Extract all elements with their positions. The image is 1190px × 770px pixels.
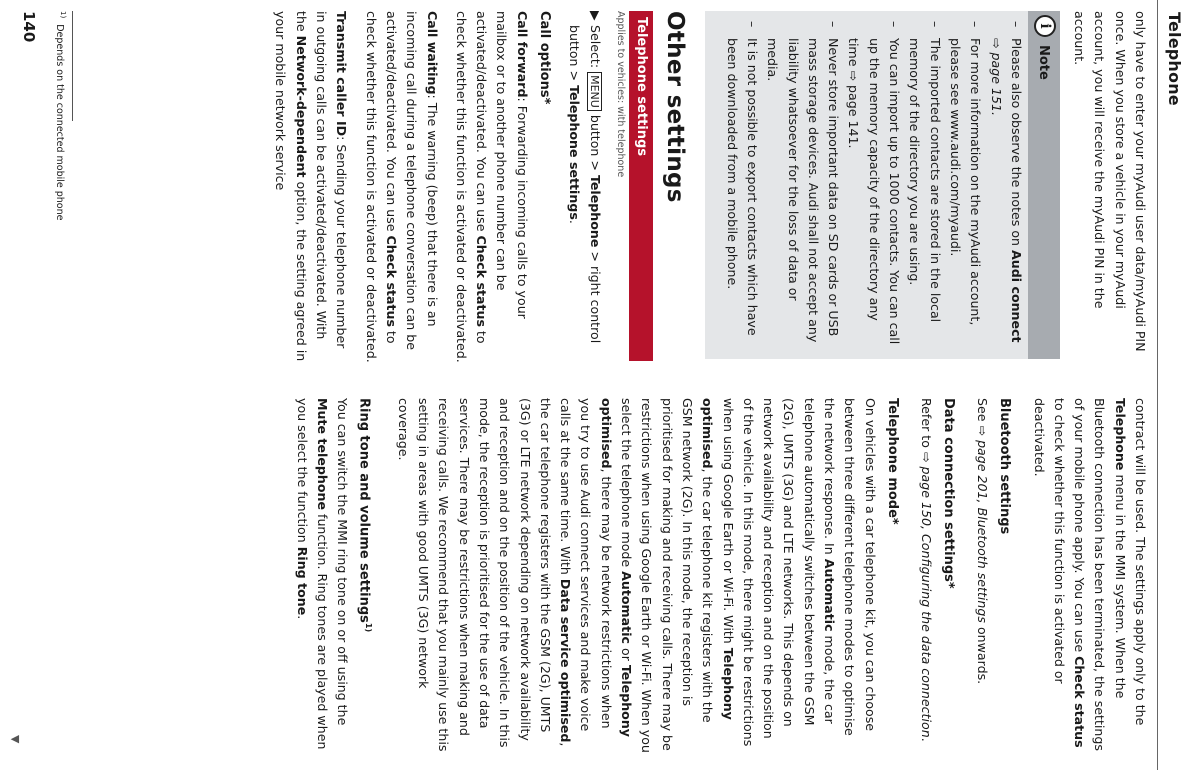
- footnote-mark: 1): [59, 11, 67, 19]
- text: You can switch the MMI ring tone on or off using the: [335, 398, 351, 726]
- menu-path-telephone: Telephone: [588, 174, 604, 248]
- text: to check whether this function is activated or deactivated.: [363, 11, 399, 363]
- ringtone-paragraph: [291, 398, 352, 754]
- step-marker-icon: ▶: [588, 11, 604, 21]
- note-list: [705, 11, 1027, 359]
- text: : The warning (beep) that there is an incoming call during a telephone conversation can be activated/deactivated. You can use: [383, 11, 440, 350]
- text: : Sending your telephone number in outgoing calls can be activated/deactivated. With the: [293, 11, 350, 349]
- footnote: [52, 11, 70, 221]
- header-rule: [1157, 0, 1158, 770]
- footnote-ref: 1): [364, 622, 374, 633]
- call-waiting-paragraph: [360, 11, 441, 363]
- inline-heading: Transmit caller ID: [334, 11, 350, 137]
- text: > right control button >: [567, 25, 604, 344]
- note-item: – For more information on the myAudi account, please see www.audi.com/myaudi.: [945, 21, 986, 347]
- chapter-title: Telephone: [1165, 12, 1184, 106]
- inline-heading: Call waiting: [424, 11, 440, 95]
- data-connection-heading: Data connection settings*: [940, 398, 956, 589]
- telephone-mode-heading: Telephone mode*: [884, 398, 900, 525]
- data-connection-paragraph: [916, 398, 936, 754]
- text: Refer to ⇨: [918, 398, 934, 467]
- inline-bold: Check status: [383, 235, 399, 327]
- text: menu in the MMI system. When the Bluetooth connection has been terminated, the settings of your mobile phone apply. You can use: [1072, 398, 1128, 751]
- text: See ⇨: [975, 398, 991, 441]
- text: On vehicles with a car telephone kit, you can choose between three different telephone modes to optimise the network response. In: [822, 398, 878, 736]
- note-item: – You can import up to 1000 contacts. You can call up the memory capacity of the directory any time ⇨ page 141.: [843, 21, 904, 347]
- text: , the car telephone kit registers with the GSM network (2G). In this mode, the reception is prioritised for making and receiving calls. There may be restrictions when using Google Earth or Wi-Fi. When you select the telephone mode: [619, 398, 716, 753]
- page-header: [1144, 0, 1190, 770]
- inline-bold: Telephony optimised: [598, 398, 635, 737]
- page-link[interactable]: page 150, Configuring the data connection: [918, 466, 934, 738]
- footnote-rule: [72, 11, 73, 121]
- note-item: [985, 21, 1026, 347]
- inline-bold: Automatic: [619, 571, 635, 644]
- inline-bold: Telephony optimised: [700, 398, 736, 720]
- subsection-bar: Telephone settings: [629, 11, 653, 361]
- page-link[interactable]: ⇨ page 151.: [988, 38, 1004, 117]
- inline-bold: Ring tone: [294, 546, 310, 616]
- inline-bold: Data service optimised: [558, 578, 574, 743]
- inline-heading: Call forward: [514, 11, 530, 98]
- text: : Forwarding incoming calls to your mailbox or to another phone number can be activated/deactivated. You can use: [474, 11, 530, 319]
- text: Select:: [588, 25, 604, 73]
- note-header: [1028, 11, 1060, 359]
- transmit-caller-id-paragraph: [270, 11, 351, 363]
- applies-to: Applies to vehicles: with telephone: [615, 11, 627, 178]
- text: .: [294, 615, 310, 620]
- text: to check whether this function is activated or deactivated.: [1031, 398, 1067, 684]
- inline-bold: Mute telephone: [314, 398, 330, 511]
- text: Ring tone and volume settings: [357, 398, 373, 623]
- inline-bold: Check status: [1072, 656, 1088, 748]
- telephone-mode-paragraph: [393, 398, 880, 754]
- menu-path-settings: Telephone settings: [567, 85, 583, 220]
- text: onwards.: [975, 622, 991, 685]
- text: to check whether this function is activated or deactivated.: [453, 11, 490, 363]
- inline-bold: Check status: [474, 235, 490, 327]
- inline-bold: Automatic: [822, 558, 838, 632]
- inline-bold: Telephone: [1112, 398, 1128, 471]
- note-item: – The imported contacts are stored in the local memory of the directory you are using.: [904, 21, 945, 347]
- text: .: [918, 737, 934, 742]
- note-box: [705, 11, 1059, 359]
- intro-paragraph: only have to enter your myAudi user data/myAudi PIN once. When you store a vehicle in your myAudi account, you will receive the myAudi PIN in the account.: [1072, 11, 1148, 352]
- text: or: [619, 643, 635, 665]
- page-link[interactable]: page 201, Bluetooth settings: [975, 440, 991, 623]
- note-title: Note: [1035, 45, 1051, 80]
- text: , there may be network restrictions when you try to use Audi connect services and make voice calls at the same time. With: [558, 398, 614, 732]
- bluetooth-heading: Bluetooth settings: [997, 398, 1013, 535]
- text: mode, the car telephone automatically switches between the GSM (2G), UMTS (3G) and LTE networks. This depends on network availability and reception and on the position of the vehicle. In this mode, there might be restrictions when using Google Earth or Wi-Fi. With: [720, 398, 838, 747]
- select-instruction: [564, 11, 606, 363]
- call-forward-paragraph: [451, 11, 532, 363]
- footnote-text: Depends on the connected mobile phone: [53, 24, 65, 221]
- contract-paragraph: [1028, 398, 1150, 754]
- note-item: – It is not possible to export contacts which have been downloaded from a mobile phone.: [721, 21, 762, 347]
- note-bold: Audi connect: [1008, 250, 1024, 343]
- text: button >: [588, 110, 604, 175]
- section-title: Other settings: [662, 11, 689, 203]
- left-column: [270, 11, 1150, 363]
- text: function. Ring tones are played when you select the function: [294, 398, 330, 750]
- continue-arrow-icon: ▼: [9, 735, 22, 744]
- text: contract will be used. The settings apply only to the: [1133, 398, 1148, 726]
- call-options-heading: Call options*: [536, 11, 552, 105]
- right-column: [291, 398, 1150, 754]
- menu-key: MENU: [587, 72, 602, 111]
- text: option, the setting agreed in your mobile network service: [273, 11, 309, 362]
- ringtone-heading: [354, 398, 378, 754]
- bluetooth-paragraph: [972, 398, 992, 754]
- text: .: [567, 219, 583, 224]
- info-icon: i: [1034, 15, 1056, 37]
- inline-bold: Network-dependent: [293, 35, 309, 178]
- text: , the car telephone registers with the GSM (2G), UMTS (3G) or LTE network depending on network availability and reception and on the position of the vehicle. In this mode, the reception is prioritised for the use of data services. There may be restrictions when making and receiving calls. We recommend that you mainly use this setting in areas with good UMTS (3G) network coverage.: [395, 398, 574, 752]
- note-text: Please also observe the notes on: [1008, 38, 1024, 251]
- page-number: 140: [20, 11, 38, 43]
- note-item: – Never store important data on SD cards or USB mass storage devices. Audi shall not accept any liability whatsoever for the loss of data or media.: [762, 21, 843, 347]
